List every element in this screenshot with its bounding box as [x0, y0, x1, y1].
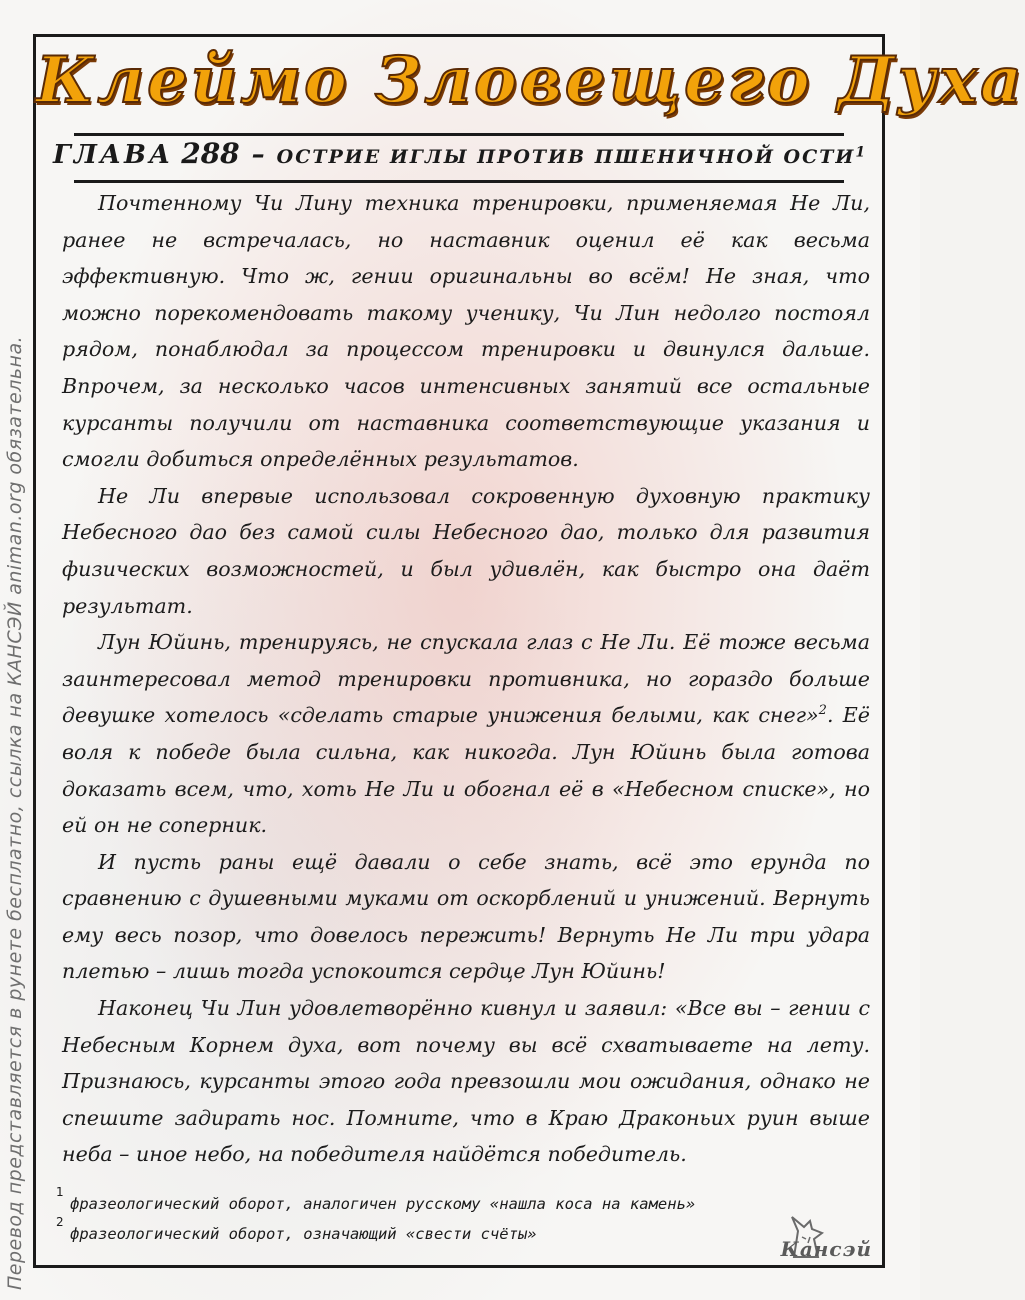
- paragraph-text: . Её воля к победе была сильна, как никогда. Лун Юйинь была готова доказать всем, что, хоть Не Ли и обогнал её в «Небесном списке», но ей он не соперник.: [62, 703, 870, 838]
- paragraph-text: Лун Юйинь, тренируясь, не спускала глаз с Не Ли. Её тоже весьма заинтересовал метод тренировки противника, но гораздо больше девушке хотелось «сделать старые унижения белыми, как снег»: [62, 630, 870, 728]
- chapter-divider-top: [74, 133, 844, 136]
- logo-text: Кансэй: [780, 1237, 872, 1261]
- chapter-number: 288: [181, 137, 240, 170]
- paragraph: Почтенному Чи Лину техника тренировки, применяемая Не Ли, ранее не встречалась, но наставник оценил её как весьма эффективную. Что ж, гении оригинальны во всём! Не зная, что можно порекомендовать такому ученику, Чи Лин недолго постоял рядом, понаблюдал за процессом тренировки и двинулся дальше. Впрочем, за несколько часов интенсивных занятий все остальные курсанты получили от наставника соответствующие указания и смогли добиться определённых результатов.: [62, 191, 870, 472]
- chapter-heading: [36, 137, 882, 179]
- paragraph: [62, 624, 870, 844]
- chapter-text: [62, 185, 870, 1173]
- team-logo: [780, 1213, 872, 1261]
- title-area: [36, 37, 1025, 133]
- paragraph: Не Ли впервые использовал сокровенную духовную практику Небесного дао без самой силы Небесного дао, только для развития физических возможностей, и был удивлён, как быстро она даёт результат.: [62, 483, 870, 618]
- chapter-footnote-mark: 1: [855, 144, 866, 161]
- page-title: Клеймо Зловещего Духа: [36, 43, 1025, 118]
- footnote-reference: 2: [818, 703, 827, 719]
- paragraph: Наконец Чи Лин удовлетворённо кивнул и заявил: «Все вы – гении с Небесным Корнем духа, вот почему вы всё схватываете на лету. Признаюсь, курсанты этого года превзошли мои ожидания, однако не спешите задирать нос. Помните, что в Краю Драконьих руин выше неба – иное небо, на победителя найдётся победитель.: [62, 996, 870, 1167]
- chapter-divider-bottom: [74, 180, 844, 183]
- page-frame: [33, 34, 1025, 1268]
- chapter-separator: –: [251, 140, 265, 170]
- translation-notice: Перевод представляется в рунете бесплатно, ссылка на КАНСЭЙ animan.org обязательна.: [4, 335, 26, 1290]
- footnote-text: фразеологический оборот, аналогичен русскому «нашла коса на камень»: [70, 1195, 696, 1213]
- chapter-label: ГЛАВА: [52, 140, 174, 170]
- footnote-number: 1: [56, 1185, 64, 1199]
- chapter-subtitle: ОСТРИЕ ИГЛЫ ПРОТИВ ПШЕНИЧНОЙ ОСТИ: [276, 146, 856, 168]
- footnote-text: фразеологический оборот, означающий «свести счёты»: [70, 1225, 537, 1243]
- footnotes: [56, 1187, 856, 1247]
- paragraph: И пусть раны ещё давали о себе знать, всё это ерунда по сравнению с душевными муками от оскорблений и унижений. Вернуть ему весь позор, что довелось пережить! Вернуть Не Ли три удара плетью – лишь тогда успокоится сердце Лун Юйинь!: [62, 849, 870, 984]
- footnote-number: 2: [56, 1215, 64, 1229]
- footnote: [56, 1217, 856, 1247]
- footnote: [56, 1187, 856, 1217]
